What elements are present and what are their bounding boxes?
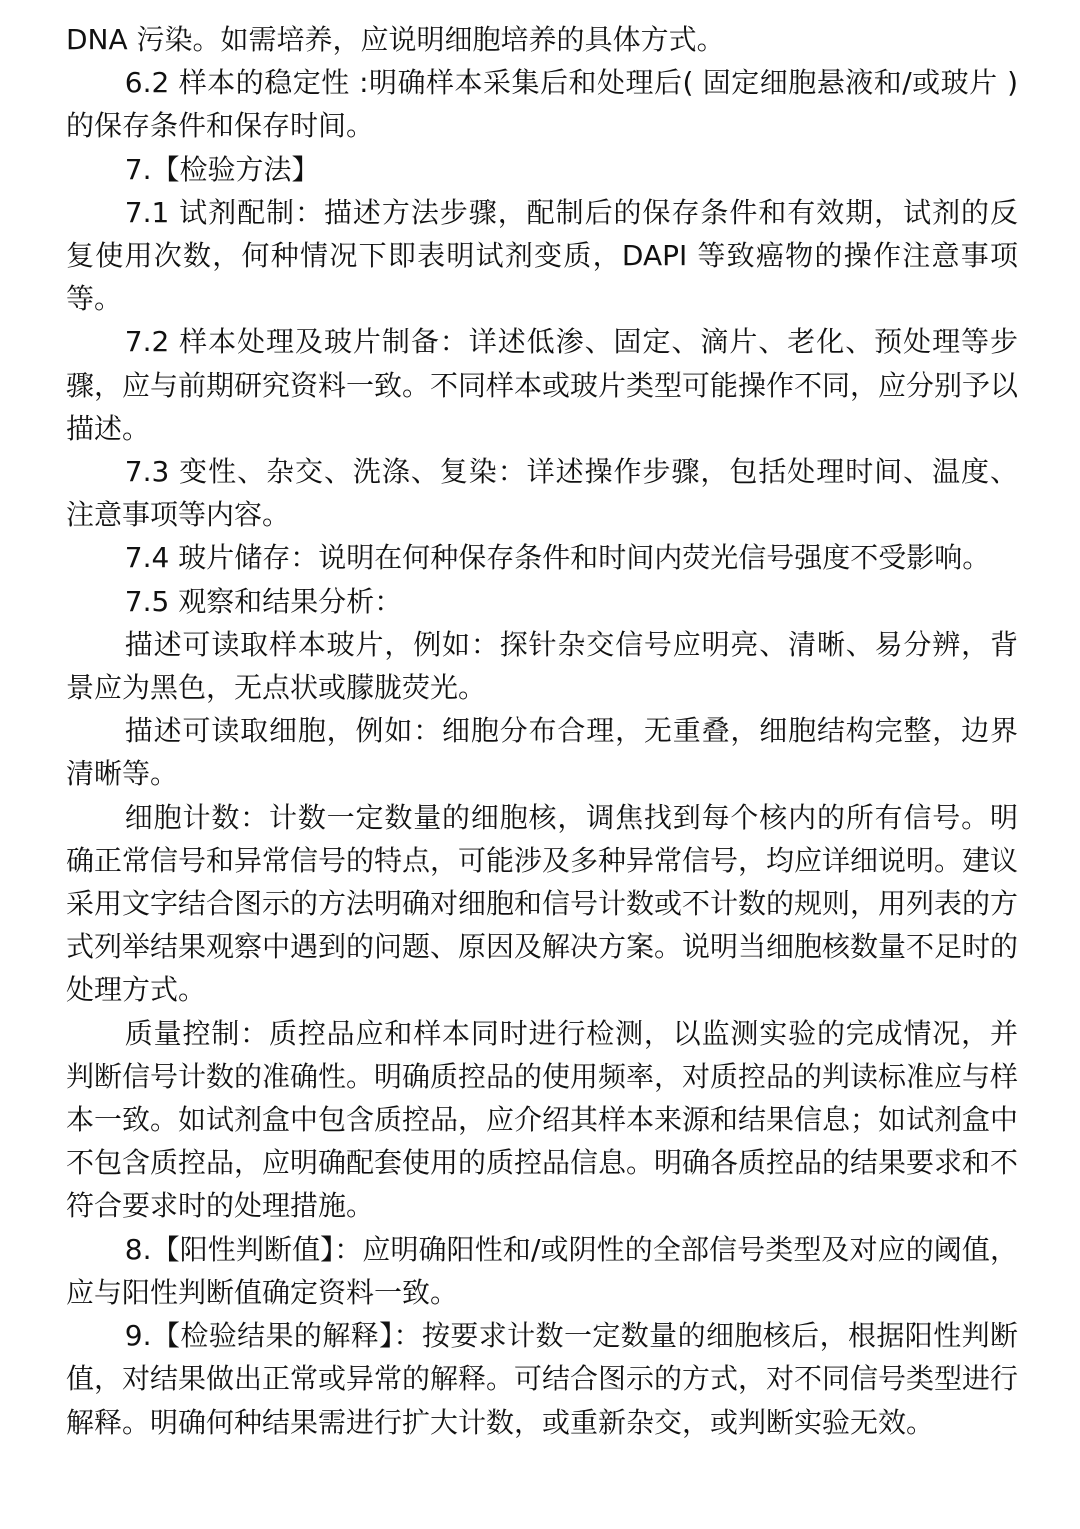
paragraph-readable-cell: 描述可读取细胞，例如：细胞分布合理，无重叠，细胞结构完整，边界清晰等。	[66, 714, 1018, 791]
heading-7-test-method: 7.【检验方法】	[124, 152, 320, 186]
paragraph-7-2-sample-processing: 7.2 样本处理及玻片制备：详述低渗、固定、滴片、老化、预处理等步骤，应与前期研究资料一致。不同样本或玻片类型可能操作不同，应分别予以描述。	[66, 325, 1019, 445]
paragraph-quality-control: 质量控制：质控品应和样本同时进行检测，以监测实验的完成情况，并判断信号计数的准确性。明确质控品的使用频率，对质控品的判读标准应与样本一致。如试剂盒中包含质控品，应介绍其样本来源和结果信息；如试剂盒中不包含质控品，应明确配套使用的质控品信息。明确各质控品的结果要求和不符合要求时的处理措施。	[66, 1016, 1019, 1223]
paragraph-cell-count: 细胞计数：计数一定数量的细胞核，调焦找到每个核内的所有信号。明确正常信号和异常信号的特点，可能涉及多种异常信号，均应详细说明。建议采用文字结合图示的方法明确对细胞和信号计数或不计数的规则，用列表的方式列举结果观察中遇到的问题、原因及解决方案。说明当细胞核数量不足时的处理方式。	[66, 800, 1019, 1007]
paragraph-7-5-observation-analysis: 7.5 观察和结果分析：	[124, 584, 403, 618]
paragraph-7-1-reagent-preparation: 7.1 试剂配制：描述方法步骤，配制后的保存条件和有效期，试剂的反复使用次数，何种情况下即表明试剂变质，DAPI 等致癌物的操作注意事项等。	[66, 195, 1018, 316]
paragraph-8-positive-cutoff: 8.【阳性判断值】：应明确阳性和/或阴性的全部信号类型及对应的阈值，应与阳性判断值确定资料一致。	[66, 1232, 1018, 1309]
paragraph-9-result-interpretation: 9.【检验结果的解释】：按要求计数一定数量的细胞核后，根据阳性判断值，对结果做出正常或异常的解释。可结合图示的方式，对不同信号类型进行解释。明确何种结果需进行扩大计数，或重新杂交，或判断实验无效。	[66, 1319, 1019, 1439]
paragraph-readable-slide: 描述可读取样本玻片，例如：探针杂交信号应明亮、清晰、易分辨，背景应为黑色，无点状或朦胧荧光。	[66, 627, 1018, 705]
paragraph-7-3-denaturation-hybridization: 7.3 变性、杂交、洗涤、复染：详述操作步骤，包括处理时间、温度、注意事项等内容。	[66, 455, 1018, 532]
paragraph-dna-contamination: DNA 污染。如需培养，应说明细胞培养的具体方式。	[66, 23, 725, 56]
paragraph-7-4-slide-storage: 7.4 玻片储存：说明在何种保存条件和时间内荧光信号强度不受影响。	[124, 541, 991, 575]
paragraph-6-2-sample-stability: 6.2 样本的稳定性 :明确样本采集后和处理后( 固定细胞悬液和/或玻片 ) 的保存条件和保存时间。	[66, 66, 1018, 143]
